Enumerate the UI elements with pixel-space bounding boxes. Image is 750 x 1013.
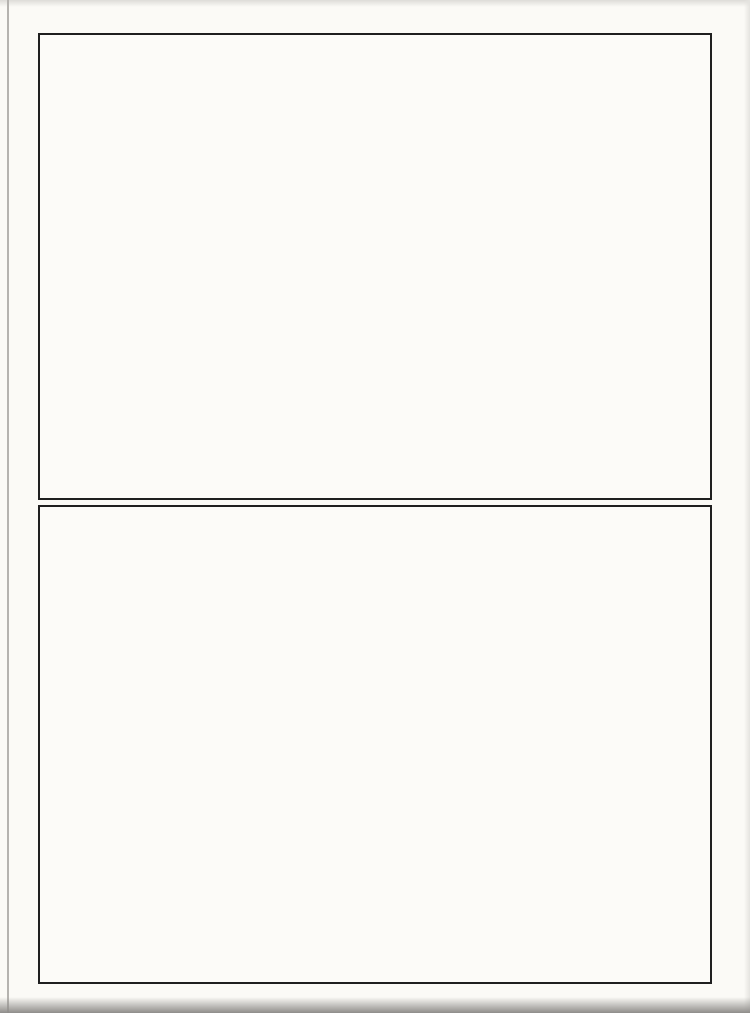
roster-table-bottom [38,505,712,984]
roster-table-top [38,33,712,500]
scan-edge-top [0,0,750,7]
scan-edge-bottom [0,997,750,1013]
scan-edge-left [7,0,9,1013]
scan-edge-right [744,0,750,1013]
